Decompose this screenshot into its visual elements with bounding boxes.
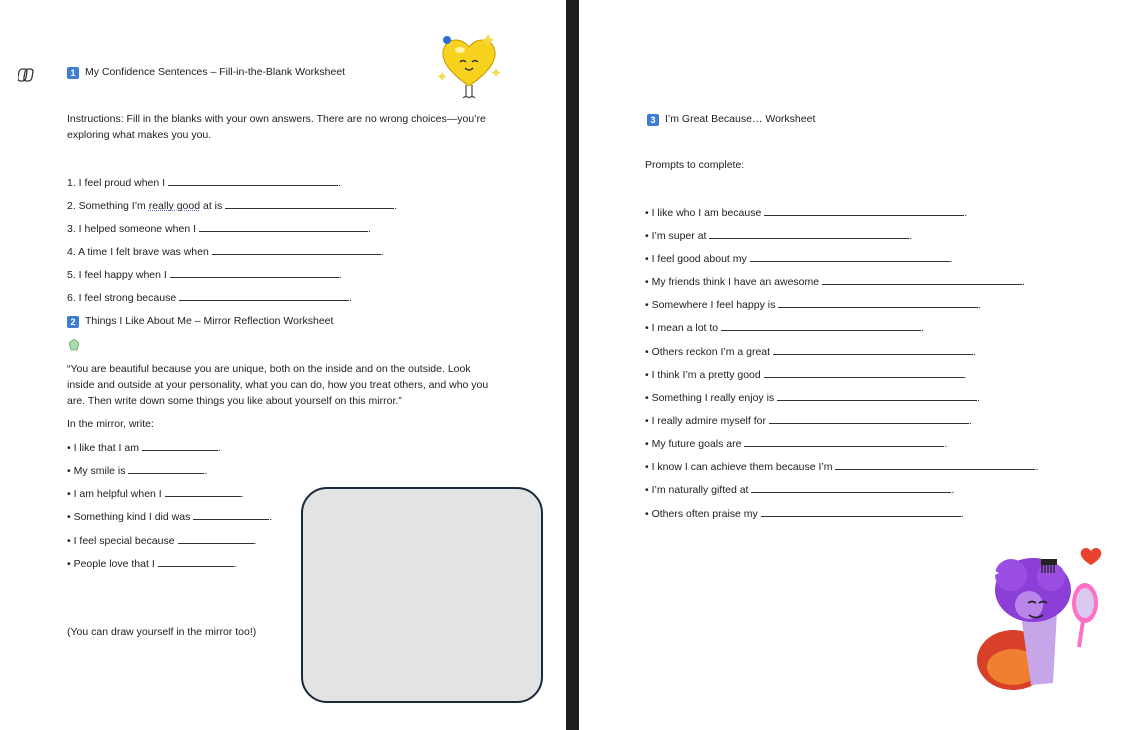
draw-note: (You can draw yourself in the mirror too!) [67,626,257,638]
blank-field[interactable] [721,320,921,331]
prompt-item: • I really admire myself for . [645,415,972,427]
prompt-item: • I like who I am because . [645,207,968,219]
blank-field[interactable] [179,290,349,301]
item-1: 1. I feel proud when I . [67,177,341,189]
blank-field[interactable] [744,436,944,447]
blank-field[interactable] [225,198,394,209]
section2-title: Things I Like About Me – Mirror Reflection Worksheet [85,315,334,327]
prompts-label: Prompts to complete: [645,159,745,171]
blank-field[interactable] [822,274,1022,285]
quote-line-3: are. Then write down some things you like about yourself on this mirror.” [67,395,402,407]
prompt-item: • Others often praise my . [645,508,964,520]
prompt-item: • I’m super at . [645,230,913,242]
section1-number-badge: 1 [67,67,79,79]
prompt-item: • Somewhere I feel happy is . [645,299,982,311]
item-6: 6. I feel strong because . [67,292,352,304]
section3-title: I’m Great Because… Worksheet [665,113,816,125]
blank-field[interactable] [750,251,950,262]
prompt-item: • My friends think I have an awesome . [645,276,1025,288]
item-5: 5. I feel happy when I . [67,269,342,281]
section1-title: My Confidence Sentences – Fill-in-the-Blank Worksheet [85,66,346,78]
prompt-item: • I know I can achieve them because I’m . [645,461,1039,473]
item-4: 4. A time I felt brave was when . [67,246,384,258]
section2-number-badge: 2 [67,316,79,328]
blank-field[interactable] [170,267,339,278]
prompt-item: • I feel good about my . [645,253,953,265]
prompt-item: • I think I’m a pretty good . [645,369,967,381]
mirror-intro: In the mirror, write: [67,418,154,430]
mirror-item: • I feel special because . [67,535,257,547]
section3-heading [647,112,815,126]
blank-field[interactable] [751,482,951,493]
blank-field[interactable] [764,367,964,378]
blank-field[interactable] [777,390,977,401]
blank-field[interactable] [178,533,254,544]
blank-field[interactable] [168,175,338,186]
section1-heading [67,65,345,79]
item-3: 3. I helped someone when I . [67,223,371,235]
instructions-line-2: exploring what makes you you. [67,129,212,141]
blank-field[interactable] [778,297,978,308]
right-page [579,0,1140,730]
blank-field[interactable] [212,244,381,255]
blank-field[interactable] [764,205,964,216]
mirror-drawing-area[interactable] [301,487,543,703]
prompt-item: • My future goals are . [645,438,948,450]
prompt-item: • I mean a lot to . [645,322,924,334]
prompt-item: • I’m naturally gifted at . [645,484,955,496]
blank-field[interactable] [835,459,1035,470]
blank-field[interactable] [769,413,969,424]
prompt-item: • Something I really enjoy is . [645,392,980,404]
item-2: 2. Something I’m really good at is . [67,200,398,212]
mirror-item: • People love that I . [67,558,237,570]
mirror-item: • I like that I am . [67,442,221,454]
mirror-item: • Something kind I did was . [67,511,273,523]
left-page [0,0,566,730]
blank-field[interactable] [193,509,269,520]
blank-field[interactable] [142,440,218,451]
blank-field[interactable] [165,486,241,497]
gem-icon [69,339,79,351]
mirror-character-icon [971,545,1111,695]
section3-number-badge: 3 [647,114,659,126]
blank-field[interactable] [128,463,204,474]
blank-field[interactable] [773,344,973,355]
section2-heading [67,314,333,328]
copilot-icon[interactable] [18,66,36,84]
mirror-item: • I am helpful when I . [67,488,244,500]
blank-field[interactable] [158,556,234,567]
quote-line-1: “You are beautiful because you are unique, both on the inside and on the outside. Look [67,363,471,375]
prompt-item: • Others reckon I’m a great . [645,346,976,358]
quote-line-2: inside and outside at your personality, what you can do, how you treat others, and who you [67,379,489,391]
instructions-line-1: Instructions: Fill in the blanks with your own answers. There are no wrong choices—you’re [67,113,486,125]
blank-field[interactable] [709,228,909,239]
blank-field[interactable] [199,221,368,232]
blank-field[interactable] [761,506,961,517]
heart-character-icon [436,28,502,104]
mirror-item: • My smile is . [67,465,208,477]
